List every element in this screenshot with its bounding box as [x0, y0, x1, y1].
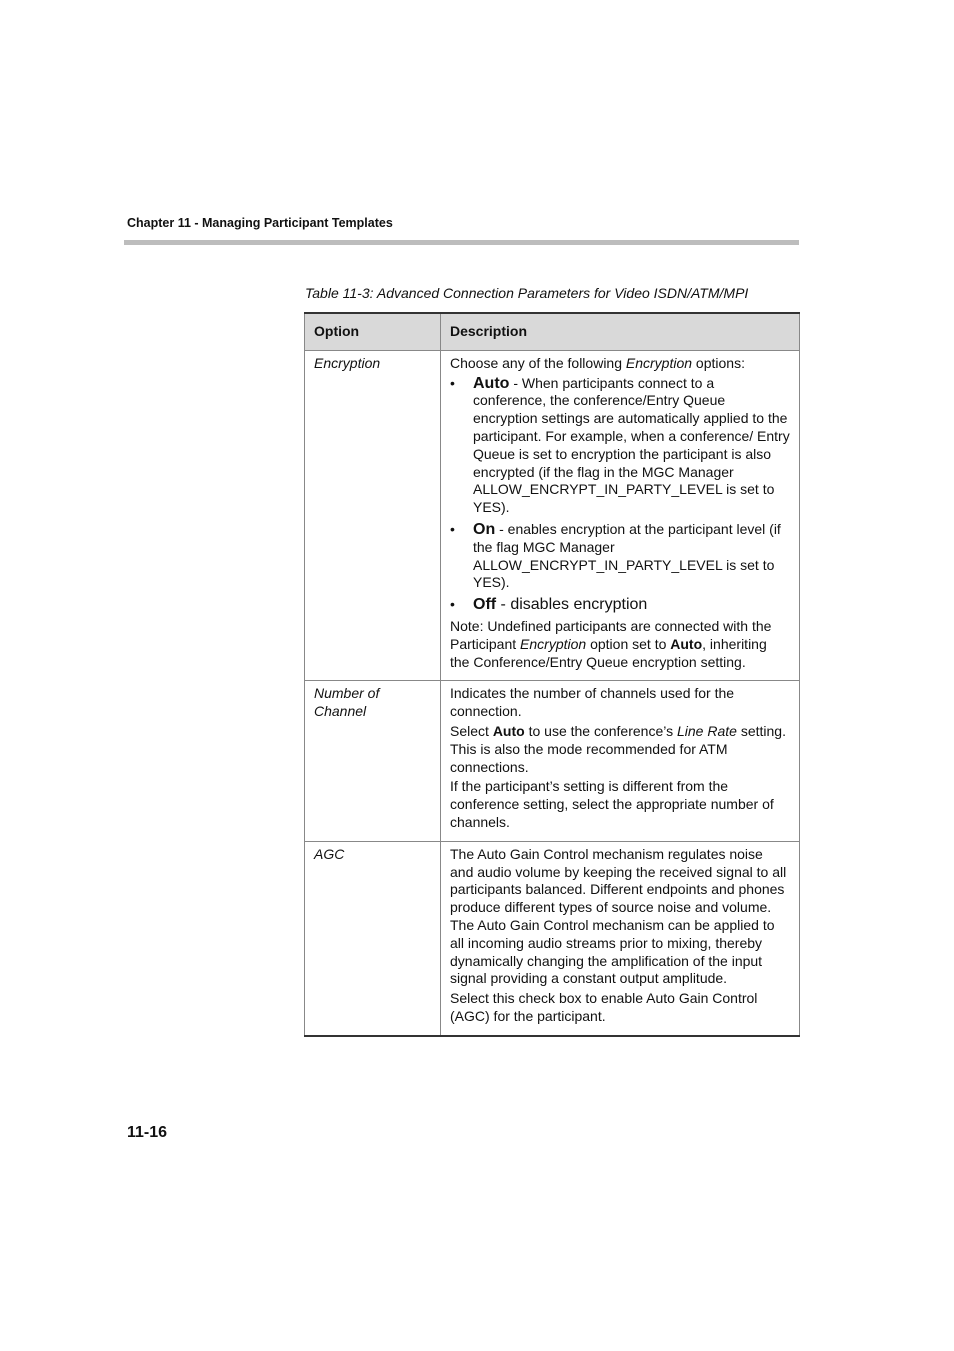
agc-paragraph-2: Select this check box to enable Auto Gain Control (AGC) for the participant.	[450, 990, 758, 1024]
description-cell	[441, 350, 800, 681]
option-cell: Number of Channel	[305, 681, 441, 841]
parameters-table	[304, 312, 800, 1037]
channels-paragraph-3: If the participant’s setting is different from the conference setting, select the appropriate number of channels.	[450, 778, 774, 830]
list-item: • Auto - When participants connect to a conference, the conference/Entry Queue encryption settings are automatically applied to the participant. For example, when a conference/ Entry Queue is set to encryption the participant is also encrypted (if the flag in the MGC Manager ALLOW_ENCRYPT_IN_PARTY_LEVEL is set to YES).	[450, 375, 790, 517]
channels-paragraph-2: Select Auto to use the conference’s Line Rate setting. This is also the mode recommended for ATM connections.	[450, 722, 786, 775]
column-header-description: Description	[441, 313, 800, 350]
description-cell	[441, 681, 800, 841]
column-header-option: Option	[305, 313, 441, 350]
table-row	[305, 841, 800, 1035]
agc-paragraph-1: The Auto Gain Control mechanism regulates noise and audio volume by keeping the received signal to all participants balanced. Different endpoints and phones produce different types of source noise and volume. The Auto Gain Control mechanism can be applied to all incoming audio streams prior to mixing, thereby dynamically changing the amplification of the input signal providing a constant output amplitude.	[450, 845, 787, 987]
table-row	[305, 681, 800, 841]
list-item: • On - enables encryption at the participant level (if the flag MGC Manager ALLOW_ENCRYPT_IN_PARTY_LEVEL is set to YES).	[450, 521, 790, 592]
table-caption: Table 11-3: Advanced Connection Parameters for Video ISDN/ATM/MPI	[305, 285, 749, 301]
option-cell: AGC	[305, 841, 441, 1035]
encryption-intro: Choose any of the following Encryption options:	[450, 354, 745, 371]
option-cell: Encryption	[305, 350, 441, 681]
encryption-note: Note: Undefined participants are connected with the Participant Encryption option set to Auto, inheriting the Conference/Entry Queue encryption setting.	[450, 617, 772, 670]
header-divider	[124, 240, 799, 245]
encryption-options-list	[450, 375, 790, 614]
chapter-header: Chapter 11 - Managing Participant Templates	[127, 216, 393, 230]
table-row	[305, 350, 800, 681]
description-cell	[441, 841, 800, 1035]
list-item: • Off - disables encryption	[450, 596, 790, 614]
page-number: 11-16	[127, 1124, 168, 1141]
channels-paragraph-1: Indicates the number of channels used for the connection.	[450, 685, 735, 720]
table-header-row	[305, 313, 800, 350]
